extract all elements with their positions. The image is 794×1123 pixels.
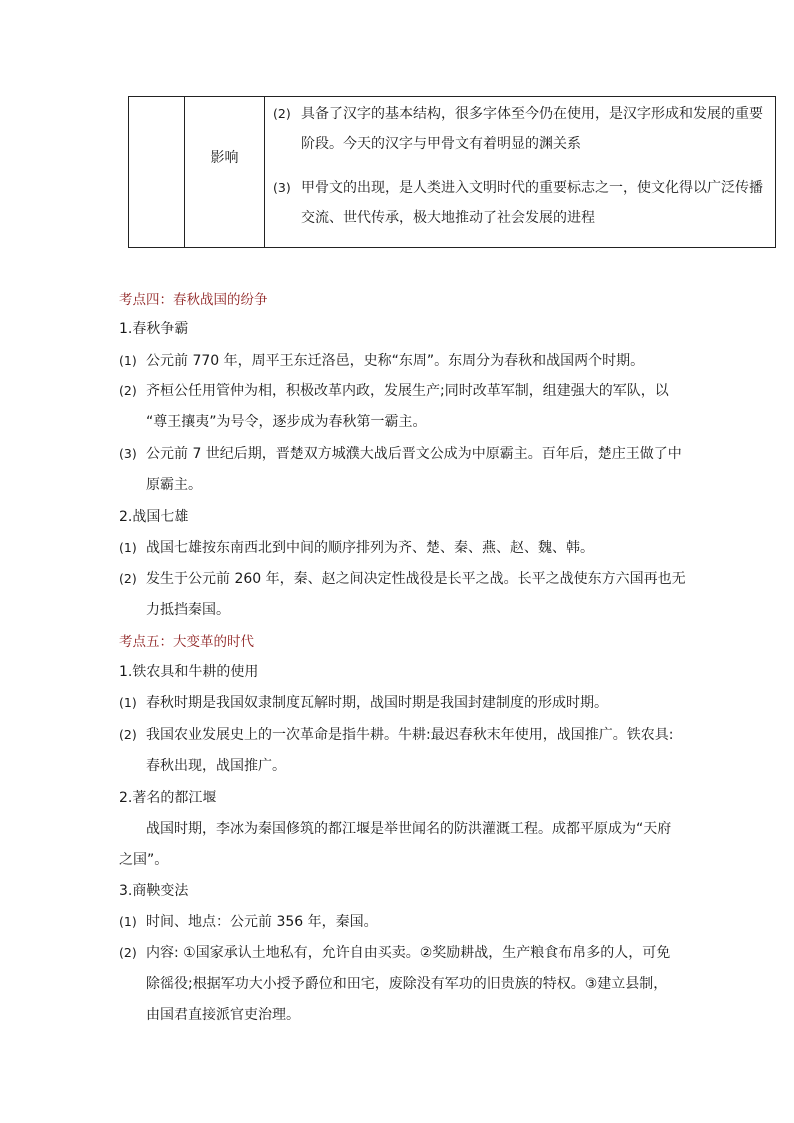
item-number: (1) bbox=[119, 353, 137, 368]
item-text-continued: 春秋出现，战国推广。 bbox=[146, 758, 286, 774]
section-heading: 考点五：大变革的时代 bbox=[119, 634, 254, 650]
item-number: (1) bbox=[119, 695, 137, 710]
item-text: 战国七雄按东南西北到中间的顺序排列为齐、楚、秦、燕、赵、魏、韩。 bbox=[146, 540, 594, 556]
item-text: 春秋时期是我国奴隶制度瓦解时期，战国时期是我国封建制度的形成时期。 bbox=[146, 695, 608, 711]
list-item bbox=[119, 537, 594, 557]
list-item bbox=[119, 942, 670, 962]
subsection-title: 2.著名的都江堰 bbox=[119, 790, 217, 806]
list-item bbox=[119, 443, 682, 463]
list-item bbox=[119, 724, 673, 744]
table-text-line: 阶段。今天的汉字与甲骨文有着明显的渊关系 bbox=[301, 136, 581, 152]
item-text-continued: 由国君直接派官吏治理。 bbox=[146, 1007, 300, 1023]
item-text-continued: 原霸主。 bbox=[146, 477, 202, 493]
item-number: (2) bbox=[119, 383, 137, 398]
item-text-continued: 力抵挡秦国。 bbox=[146, 602, 230, 618]
table-empty-cell bbox=[129, 97, 185, 247]
item-number: (1) bbox=[119, 914, 137, 929]
table-text-line: 具备了汉字的基本结构，很多字体至今仍在使用，是汉字形成和发展的重要 bbox=[301, 106, 763, 122]
item-text-continued: “尊王攘夷”为号令，逐步成为春秋第一霸主。 bbox=[146, 414, 427, 430]
item-text: 时间、地点：公元前 356 年，秦国。 bbox=[146, 914, 378, 930]
section-heading: 考点四：春秋战国的纷争 bbox=[119, 292, 268, 308]
table-label-cell bbox=[185, 97, 265, 247]
item-number: (2) bbox=[119, 727, 137, 742]
subsection-title: 3.商鞅变法 bbox=[119, 883, 189, 899]
item-text: 内容: ①国家承认土地私有，允许自由买卖。②奖励耕战，生产粮食布帛多的人，可免 bbox=[146, 945, 671, 961]
list-item bbox=[119, 568, 686, 588]
item-number: (2) bbox=[119, 945, 137, 960]
item-number: (3) bbox=[273, 180, 291, 195]
paragraph-line: 之国”。 bbox=[119, 852, 169, 868]
item-text: 公元前 770 年，周平王东迁洛邑，史称“东周”。东周分为春秋和战国两个时期。 bbox=[146, 353, 645, 369]
table-content-cell bbox=[269, 97, 775, 247]
item-text-continued: 除徭役;根据军功大小授予爵位和田宅，废除没有军功的旧贵族的特权。③建立县制， bbox=[146, 976, 668, 992]
item-number: (2) bbox=[273, 106, 291, 121]
list-item bbox=[119, 692, 608, 712]
subsection-title: 2.战国七雄 bbox=[119, 509, 189, 525]
list-item bbox=[119, 380, 669, 400]
item-text: 我国农业发展史上的一次革命是指牛耕。牛耕:最迟春秋末年使用，战国推广。铁农具: bbox=[146, 727, 674, 743]
item-number: (1) bbox=[119, 540, 137, 555]
item-text: 齐桓公任用管仲为相，积极改革内政，发展生产;同时改革军制，组建强大的军队，以 bbox=[146, 383, 669, 399]
impact-table bbox=[128, 96, 776, 248]
paragraph-line: 战国时期，李冰为秦国修筑的都江堰是举世闻名的防洪灌溉工程。成都平原成为“天府 bbox=[146, 821, 672, 837]
list-item bbox=[119, 350, 644, 370]
table-text-line: 甲骨文的出现，是人类进入文明时代的重要标志之一，使文化得以广泛传播 bbox=[301, 180, 763, 196]
item-number: (2) bbox=[119, 571, 137, 586]
subsection-title: 1.春秋争霸 bbox=[119, 321, 189, 337]
subsection-title: 1.铁农具和牛耕的使用 bbox=[119, 664, 259, 680]
item-text: 公元前 7 世纪后期，晋楚双方城濮大战后晋文公成为中原霸主。百年后，楚庄王做了中 bbox=[146, 446, 682, 462]
table-text-line: 交流、世代传承，极大地推动了社会发展的进程 bbox=[301, 210, 595, 226]
item-number: (3) bbox=[119, 446, 137, 461]
table-label: 影响 bbox=[210, 150, 239, 166]
list-item bbox=[119, 911, 378, 931]
item-text: 发生于公元前 260 年，秦、赵之间决定性战役是长平之战。长平之战使东方六国再也无 bbox=[146, 571, 686, 587]
